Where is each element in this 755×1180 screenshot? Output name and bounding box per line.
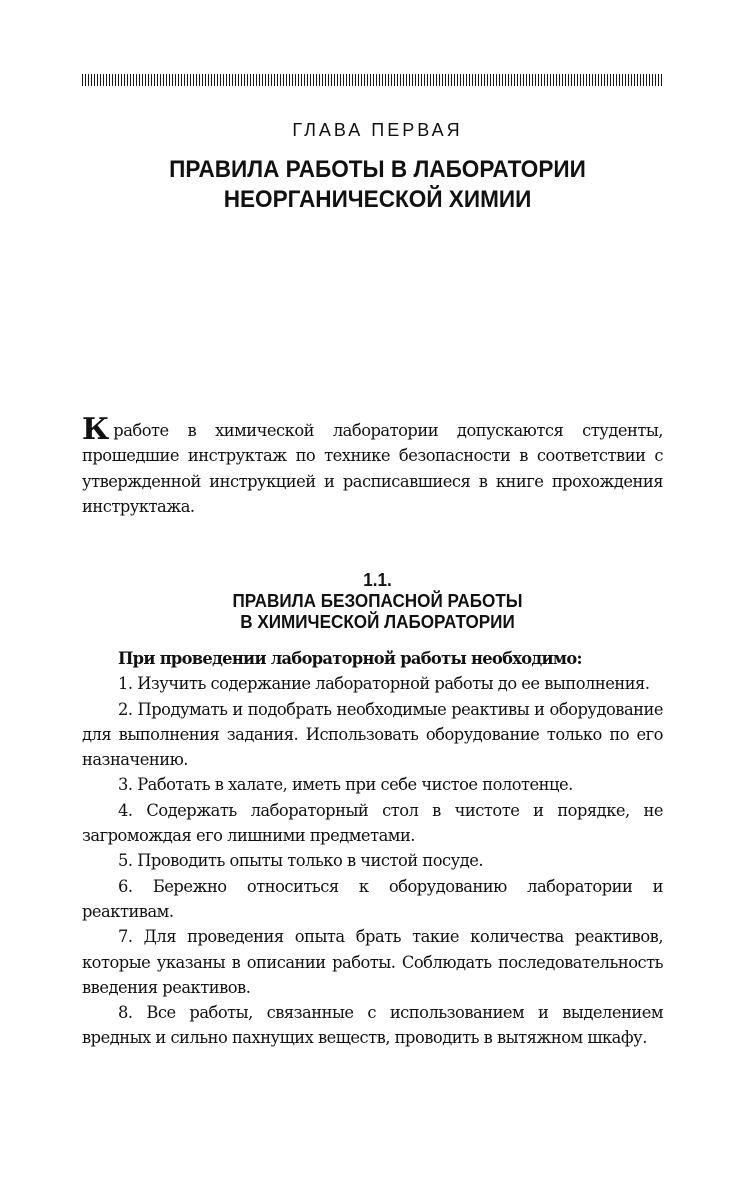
rule-item: 4. Содержать лабораторный стол в чистоте и порядке, не загромождая его лишними предметами. [82,800,663,846]
chapter-title-line-2: НЕОРГАНИЧЕСКОЙ ХИМИИ [223,186,532,213]
chapter-title-line-1: ПРАВИЛА РАБОТЫ В ЛАБОРАТОРИИ [169,156,586,183]
rule-item: 1. Изучить содержание лабораторной работы до ее выполнения. [118,674,650,694]
intro-paragraph [82,412,663,519]
drop-cap: К [82,412,110,447]
rule-item: 5. Проводить опыты только в чистой посуде. [118,851,484,871]
rule-item: 7. Для проведения опыта брать такие количества реактивов, которые указаны в описании работы. Соблюдать последовательность введения реактивов. [82,927,663,997]
chapter-title [23,155,733,215]
chapter-label: ГЛАВА ПЕРВАЯ [292,120,463,140]
section-number: 1.1. [363,570,392,590]
rule-item: 2. Продумать и подобрать необходимые реактивы и оборудование для выполнения задания. Использовать оборудование только по его назначению. [82,699,663,770]
rule-item: 6. Бережно относиться к оборудованию лаборатории и реактивам. [82,876,663,921]
rule-item: 3. Работать в халате, иметь при себе чистое полотенце. [118,775,573,795]
rules-body [82,646,663,1051]
section-heading [19,570,736,633]
section-title-line-1: ПРАВИЛА БЕЗОПАСНОЙ РАБОТЫ [232,591,523,611]
decorative-header-rule [82,74,663,86]
intro-text: работе в химической лаборатории допускаются студенты, прошедшие инструктаж по технике безопасности в соответствии с утвержденной инструкцией и расписавшиеся в книге прохождения инструктажа. [82,421,663,516]
rules-lead: При проведении лабораторной работы необходимо: [118,649,582,668]
section-title-line-2: В ХИМИЧЕСКОЙ ЛАБОРАТОРИИ [240,612,515,632]
rule-item: 8. Все работы, связанные с использованием и выделением вредных и сильно пахнущих веществ, проводить в вытяжном шкафу. [82,1003,663,1048]
